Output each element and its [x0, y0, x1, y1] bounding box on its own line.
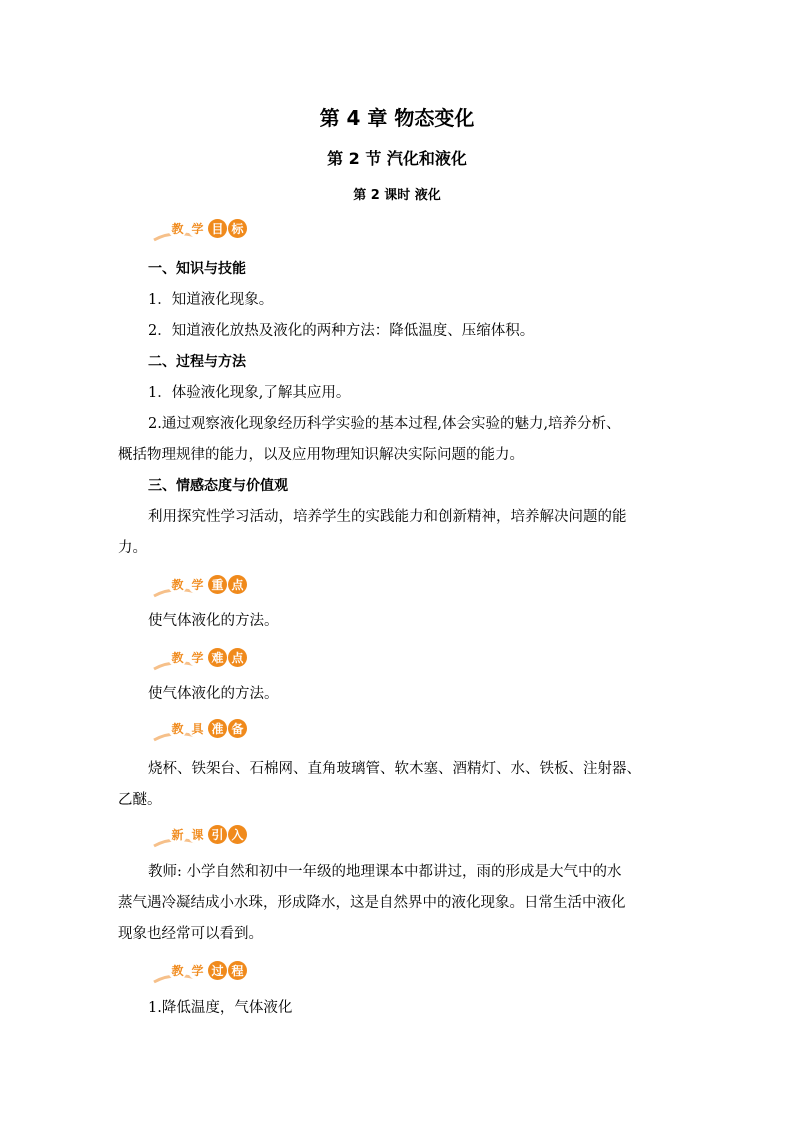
badge-char: 学 [188, 219, 207, 238]
badge-difficulties [152, 643, 262, 673]
badge-char: 学 [188, 648, 207, 667]
badge-char: 教 [168, 575, 187, 594]
materials-text: 乙醚。 [118, 792, 162, 808]
objective-line: 概括物理规律的能力，以及应用物理知识解决实际问题的能力。 [118, 447, 524, 463]
key-points-text: 使气体液化的方法。 [148, 613, 279, 629]
badge-char: 教 [168, 719, 187, 738]
objective-line: 2.通过观察液化现象经历科学实验的基本过程,体会实验的魅力,培养分析、 [148, 416, 621, 432]
badge-char: 入 [228, 825, 247, 844]
objective-line: 1．体验液化现象,了解其应用。 [148, 385, 351, 401]
objective-line: 力。 [118, 540, 147, 556]
badge-intro [152, 820, 262, 850]
heading-knowledge-skills: 一、知识与技能 [148, 261, 246, 277]
intro-text: 蒸气遇冷凝结成小水珠，形成降水，这是自然界中的液化现象。日常生活中液化 [118, 895, 626, 911]
badge-char: 程 [228, 961, 247, 980]
materials-text: 烧杯、铁架台、石棉网、直角玻璃管、软木塞、酒精灯、水、铁板、注射器、 [148, 761, 641, 777]
badge-char: 目 [208, 219, 227, 238]
badge-char: 具 [188, 719, 207, 738]
badge-char: 教 [168, 219, 187, 238]
badge-char: 教 [168, 648, 187, 667]
section-title: 第 2 节 汽化和液化 [327, 149, 467, 168]
heading-process-methods: 二、过程与方法 [148, 354, 246, 370]
badge-char: 过 [208, 961, 227, 980]
badge-char: 新 [168, 825, 187, 844]
badge-materials [152, 714, 262, 744]
intro-text: 现象也经常可以看到。 [118, 926, 263, 942]
chapter-title: 第 4 章 物态变化 [319, 106, 475, 130]
difficulties-text: 使气体液化的方法。 [148, 686, 279, 702]
badge-teaching-objectives [152, 214, 262, 244]
heading-attitudes-values: 三、情感态度与价值观 [148, 478, 288, 494]
lesson-title: 第 2 课时 液化 [353, 188, 441, 203]
badge-char: 准 [208, 719, 227, 738]
objective-line: 2．知道液化放热及液化的两种方法：降低温度、压缩体积。 [148, 323, 535, 339]
objective-line: 1．知道液化现象。 [148, 292, 274, 308]
objective-line: 利用探究性学习活动，培养学生的实践能力和创新精神，培养解决问题的能 [148, 509, 627, 525]
badge-char: 备 [228, 719, 247, 738]
badge-char: 教 [168, 961, 187, 980]
badge-key-points [152, 570, 262, 600]
badge-char: 重 [208, 575, 227, 594]
badge-char: 点 [228, 575, 247, 594]
badge-char: 引 [208, 825, 227, 844]
badge-char: 课 [188, 825, 207, 844]
badge-char: 标 [228, 219, 247, 238]
badge-char: 难 [208, 648, 227, 667]
badge-char: 学 [188, 961, 207, 980]
intro-text: 教师: 小学自然和初中一年级的地理课本中都讲过，雨的形成是大气中的水 [148, 864, 622, 880]
process-text: 1.降低温度，气体液化 [148, 1000, 293, 1016]
badge-process [152, 956, 262, 986]
badge-char: 学 [188, 575, 207, 594]
badge-char: 点 [228, 648, 247, 667]
